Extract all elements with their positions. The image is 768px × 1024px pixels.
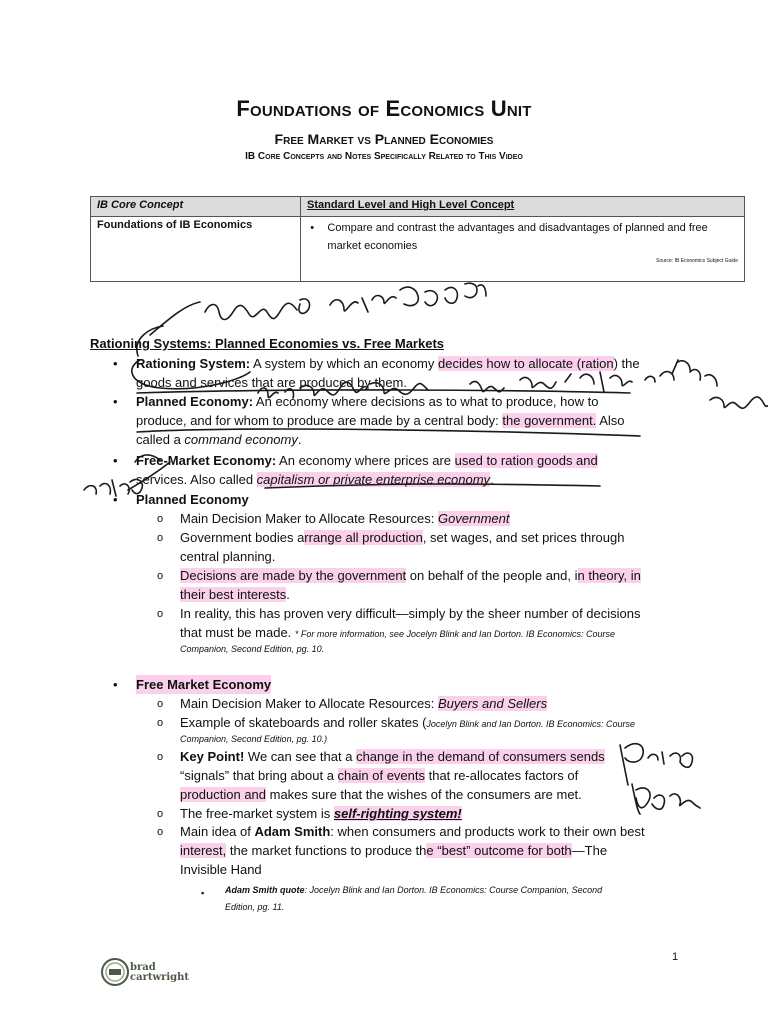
- handwriting-annotation-6: [632, 784, 700, 814]
- highlight-mark: Government: [437, 511, 510, 526]
- planned-definition-line2: produce, and for whom to produce are made by a central body: the government. Also: [136, 413, 625, 428]
- concept-table-header-concept: IB Core Concept: [91, 197, 301, 217]
- planned-definition: Planned Economy: An economy where decisions as to what to produce, how to: [136, 394, 599, 409]
- document-subtitle: Free Market vs Planned Economies: [274, 131, 494, 147]
- free-item-adam-smith-line3: Invisible Hand: [180, 862, 262, 877]
- free-item-example: Example of skateboards and roller skates (Jocelyn Blink and Ian Dorton. IB Economics: Course: [180, 715, 636, 730]
- circle-bullet-icon: o: [157, 608, 164, 620]
- free-item-key-point-line2: “signals” that bring about a chain of events that re-allocates factors of: [180, 768, 579, 783]
- planned-item-decision-maker: Main Decision Maker to Allocate Resources: Government: [180, 511, 510, 526]
- circle-bullet-icon: o: [157, 532, 164, 544]
- citation: Companion, Second Edition, pg. 10.): [180, 734, 328, 744]
- adam-smith-quote: Adam Smith quote: Jocelyn Blink and Ian Dorton. IB Economics: Course Companion, Second: [225, 885, 603, 895]
- circle-bullet-icon: o: [157, 717, 164, 729]
- brand-logo: [100, 957, 190, 991]
- free-item-adam-smith-line2: interest, the market functions to produce the “best” outcome for both—The: [180, 843, 608, 858]
- section-heading: Rationing Systems: Planned Economies vs. Free Markets: [90, 336, 445, 351]
- logo-mark-icon: [100, 957, 130, 987]
- free-item-key-point-line3: production and makes sure that the wishes of the consumers are met.: [180, 787, 582, 802]
- citation: Edition, pg. 11.: [225, 902, 285, 912]
- bullet-icon: •: [113, 356, 118, 371]
- highlight-mark: e “best” outcome for both: [426, 843, 572, 858]
- highlight-mark: production and: [180, 787, 267, 802]
- planned-item-decisions-line2: their best interests.: [180, 587, 290, 602]
- rationing-label: Rationing System:: [136, 356, 251, 371]
- circle-bullet-icon: o: [157, 698, 164, 710]
- handwriting-annotation-5: [620, 744, 692, 785]
- highlight-mark: change in the demand of consumers sends: [356, 749, 605, 764]
- free-market-definition: Free-Market Economy: An economy where prices are used to ration goods and: [136, 453, 598, 468]
- citation: * For more information, see Jocelyn Blink and Ian Dorton. IB Economics: Course: [294, 629, 616, 639]
- handwriting-annotation-1: [150, 283, 486, 335]
- concept-table-header-row: [91, 197, 745, 217]
- planned-economy-heading: Planned Economy: [136, 492, 249, 507]
- circle-bullet-icon: o: [157, 826, 164, 838]
- highlight-mark: chain of events: [337, 768, 425, 783]
- free-market-definition-line2: services. Also called capitalism or private enterprise economy.: [136, 472, 494, 487]
- bullet-icon: •: [113, 492, 118, 507]
- document-title: Foundations of Economics Unit: [236, 96, 532, 121]
- bullet-icon: •: [113, 453, 118, 468]
- highlight-mark: the government.: [502, 413, 597, 428]
- concept-bullet: [307, 219, 738, 255]
- free-item-self-righting: The free-market system is self-righting system!: [180, 806, 462, 821]
- planned-item-reality: In reality, this has proven very difficult—simply by the sheer number of decisions: [180, 606, 641, 621]
- page-number: 1: [672, 951, 679, 963]
- planned-item-reality-line2: that must be made. * For more information, see Jocelyn Blink and Ian Dorton. IB Economics: Course: [180, 625, 616, 640]
- planned-label: Planned Economy:: [136, 394, 254, 409]
- highlight-mark: n theory, in: [577, 568, 641, 583]
- circle-bullet-icon: o: [157, 751, 164, 763]
- bullet-icon: •: [310, 222, 315, 234]
- planned-definition-line3: called a command economy.: [136, 432, 302, 447]
- circle-bullet-icon: o: [157, 513, 164, 525]
- circle-bullet-icon: o: [157, 808, 164, 820]
- highlight-mark: their best interests: [180, 587, 287, 602]
- concept-table-cell-concept: Foundations of IB Economics: [91, 217, 301, 282]
- free-market-label: Free-Market Economy:: [136, 453, 277, 468]
- planned-item-decisions: Decisions are made by the government on behalf of the people and, in theory, in: [180, 568, 641, 583]
- planned-item-government-bodies: Government bodies arrange all production, set wages, and set prices through: [180, 530, 625, 545]
- free-market-heading: Free Market Economy: [136, 677, 272, 692]
- concept-table: [90, 196, 745, 282]
- concept-bullet-text: Compare and contrast the advantages and disadvantages of planned and free market economies: [327, 222, 708, 252]
- rationing-definition-line2: goods and services that are produced by them.: [136, 375, 407, 390]
- logo-wordmark: brad cartwright: [130, 962, 190, 983]
- free-item-decision-maker: Main Decision Maker to Allocate Resources: Buyers and Sellers: [180, 696, 548, 711]
- bullet-icon: •: [113, 394, 118, 409]
- concept-source: Source: IB Economics Subject Guide: [656, 258, 738, 264]
- highlight-mark: capitalism or private enterprise economy: [256, 472, 491, 487]
- highlight-mark: Buyers and Sellers: [437, 696, 548, 711]
- highlight-mark: Decisions are made by the government: [180, 568, 407, 583]
- highlight-mark: interest,: [180, 843, 227, 858]
- highlight-mark: decides how to allocate (ration: [438, 356, 614, 371]
- rationing-definition: Rationing System: A system by which an economy decides how to allocate (ration) the: [136, 356, 640, 371]
- concept-table-cell-level: [301, 217, 745, 282]
- highlight-mark: self-righting system!: [333, 806, 462, 821]
- highlight-mark: used to ration goods and: [454, 453, 598, 468]
- concept-table-header-level: Standard Level and High Level Concept: [301, 197, 745, 217]
- document-subsubtitle: IB Core Concepts and Notes Specifically Related to This Video: [245, 151, 523, 162]
- free-item-adam-smith: Main idea of Adam Smith: when consumers and products work to their own best: [180, 824, 645, 839]
- square-bullet-icon: ▪: [201, 888, 205, 898]
- citation: Companion, Second Edition, pg. 10.: [180, 644, 325, 654]
- citation: Jocelyn Blink and Ian Dorton. IB Economics: Course: [426, 719, 636, 729]
- planned-item-government-bodies-line2: central planning.: [180, 549, 276, 564]
- bullet-icon: •: [113, 677, 118, 692]
- concept-table-row: [91, 217, 745, 282]
- highlight-mark: rrange all production: [304, 530, 423, 545]
- free-item-key-point: Key Point! We can see that a change in the demand of consumers sends: [180, 749, 605, 764]
- circle-bullet-icon: o: [157, 570, 164, 582]
